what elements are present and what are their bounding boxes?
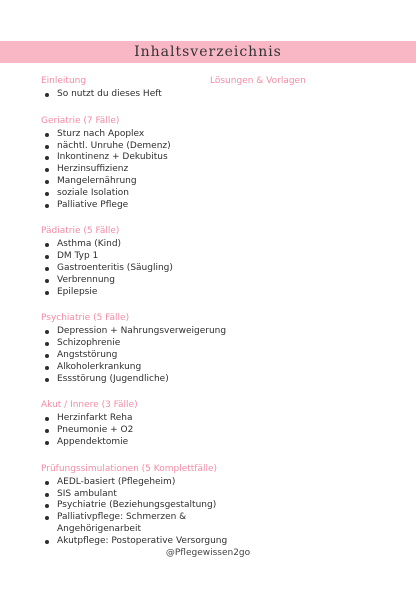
list-item[interactable] <box>41 536 241 548</box>
section-item-list <box>41 413 241 448</box>
section-item-list <box>41 89 241 101</box>
section-heading[interactable]: Psychiatrie (5 Fälle) <box>41 313 130 324</box>
list-item-label: Epilepsie <box>57 286 98 297</box>
list-item-label: Herzinfarkt Reha <box>57 413 133 424</box>
list-item[interactable] <box>41 152 241 164</box>
list-item[interactable] <box>41 89 241 101</box>
toc-section <box>41 225 241 298</box>
list-item[interactable] <box>41 176 241 188</box>
section-heading[interactable]: Lösungen & Vorlagen <box>210 76 306 86</box>
list-item[interactable] <box>41 275 241 287</box>
section-heading[interactable]: Einleitung <box>41 76 87 86</box>
list-item[interactable] <box>41 141 241 153</box>
footer-handle: @Pflegewissen2go <box>165 548 251 558</box>
list-item-label: Alkoholerkrankung <box>57 361 142 372</box>
list-item[interactable] <box>41 374 241 386</box>
toc-right-column <box>210 75 390 89</box>
list-item-label: Verbrennung <box>57 274 115 285</box>
list-item-label: Herzinsuffizienz <box>57 164 129 175</box>
list-item-label: Pneumonie + O2 <box>57 425 134 436</box>
list-item[interactable] <box>41 425 241 437</box>
section-item-list <box>41 326 241 385</box>
section-item-list <box>41 239 241 298</box>
section-heading[interactable]: Prüfungssimulationen (5 Komplettfälle) <box>41 463 218 474</box>
list-item[interactable] <box>41 512 241 536</box>
list-item-label: Depression + Nahrungsverweigerung <box>57 326 227 337</box>
list-item[interactable] <box>41 188 241 200</box>
toc-section <box>41 463 241 548</box>
toc-section <box>41 399 241 448</box>
toc-section <box>41 312 241 385</box>
list-item[interactable] <box>41 251 241 263</box>
list-item[interactable] <box>41 350 241 362</box>
list-item-label: AEDL-basiert (Pflegeheim) <box>57 476 176 487</box>
list-item-label: Psychiatrie (Beziehungsgestaltung) <box>57 500 217 511</box>
section-item-list <box>41 129 241 212</box>
list-item-label: Asthma (Kind) <box>57 239 122 250</box>
section-heading[interactable]: Akut / Innere (3 Fälle) <box>41 400 138 411</box>
list-item[interactable] <box>41 239 241 251</box>
list-item-label: Essstörung (Jugendliche) <box>57 373 169 384</box>
list-item-label: SIS ambulant <box>57 488 117 499</box>
list-item-label: So nutzt du dieses Heft <box>57 89 162 99</box>
list-item[interactable] <box>41 263 241 275</box>
page-title: Inhaltsverzeichnis <box>134 44 282 60</box>
list-item[interactable] <box>41 437 241 449</box>
list-item-label: Mangelernährung <box>57 175 137 186</box>
list-item[interactable] <box>41 338 241 350</box>
list-item-label: nächtl. Unruhe (Demenz) <box>57 140 171 151</box>
list-item-label: Schizophrenie <box>57 338 121 349</box>
list-item-label: Appendektomie <box>57 436 129 447</box>
section-heading[interactable]: Pädiatrie (5 Fälle) <box>41 226 120 237</box>
list-item-label: Inkontinenz + Dekubitus <box>57 152 168 163</box>
section-item-list <box>41 477 241 548</box>
toc-left-column <box>41 75 241 562</box>
list-item-label: Akutpflege: Postoperative Versorgung <box>57 535 228 546</box>
list-item-label: Palliative Pflege <box>57 199 129 210</box>
list-item-label: soziale Isolation <box>57 187 129 198</box>
list-item[interactable] <box>41 477 241 489</box>
toc-section <box>41 115 241 212</box>
list-item-label: Palliativpflege: Schmerzen & Angehörigenarbeit <box>57 512 187 534</box>
list-item-label: Gastroenteritis (Säugling) <box>57 262 173 273</box>
list-item[interactable] <box>41 287 241 299</box>
section-heading[interactable]: Geriatrie (7 Fälle) <box>41 115 120 126</box>
list-item[interactable] <box>41 129 241 141</box>
list-item[interactable] <box>41 200 241 212</box>
list-item[interactable] <box>41 500 241 512</box>
toc-section <box>210 75 390 87</box>
list-item[interactable] <box>41 489 241 501</box>
list-item-label: Angststörung <box>57 349 118 360</box>
list-item[interactable] <box>41 164 241 176</box>
list-item-label: Sturz nach Apoplex <box>57 128 145 139</box>
list-item-label: DM Typ 1 <box>57 251 99 262</box>
list-item[interactable] <box>41 362 241 374</box>
list-item[interactable] <box>41 326 241 338</box>
list-item[interactable] <box>41 413 241 425</box>
